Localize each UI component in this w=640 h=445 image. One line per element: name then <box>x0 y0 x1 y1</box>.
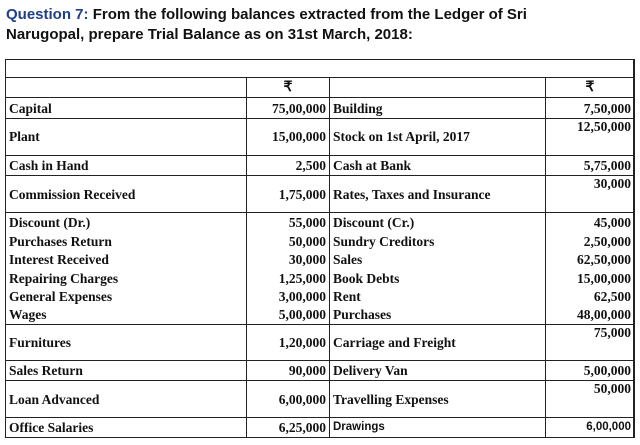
left-account-name: Loan Advanced <box>6 381 247 418</box>
left-account-name: Plant <box>6 118 247 155</box>
left-amount: 2,500 <box>247 155 330 175</box>
question-heading <box>6 5 634 45</box>
right-account-name: Stock on 1st April, 2017 <box>330 118 546 155</box>
left-account-name: Cash in Hand <box>6 155 247 175</box>
left-account-name: Discount (Dr.) <box>6 213 247 232</box>
left-amount: 1,75,000 <box>247 176 330 213</box>
right-account-name: Discount (Cr.) <box>330 213 546 232</box>
left-account-name: General Expenses <box>6 287 247 305</box>
left-account-name: Commission Received <box>6 176 247 213</box>
right-amount: 5,75,000 <box>546 155 635 175</box>
right-amount: 6,00,000 <box>546 417 635 438</box>
left-account-name: Purchases Return <box>6 232 247 250</box>
right-account-name: Rent <box>330 287 546 305</box>
left-amount: 3,00,000 <box>247 287 330 305</box>
right-account-name: Book Debts <box>330 269 546 287</box>
right-amount: 15,00,000 <box>546 269 635 287</box>
right-account-name: Rates, Taxes and Insurance <box>330 176 546 213</box>
left-account-name: Repairing Charges <box>6 269 247 287</box>
right-amount: 30,000 <box>546 176 635 213</box>
currency-symbol: ₹ <box>546 77 635 97</box>
left-amount: 90,000 <box>247 360 330 380</box>
left-amount: 15,00,000 <box>247 118 330 155</box>
right-account-name: Carriage and Freight <box>330 324 546 360</box>
left-amount: 30,000 <box>247 251 330 269</box>
left-account-name: Office Salaries <box>6 417 247 438</box>
left-account-name: Interest Received <box>6 251 247 269</box>
currency-symbol: ₹ <box>247 77 330 97</box>
right-account-name: Drawings <box>330 417 546 438</box>
right-amount: 12,50,000 <box>546 118 635 155</box>
question-text-line1: From the following balances extracted from the Ledger of Sri <box>92 6 527 23</box>
left-amount: 5,00,000 <box>247 306 330 324</box>
left-amount: 1,25,000 <box>247 269 330 287</box>
right-account-name: Sales <box>330 251 546 269</box>
question-text-line2: Narugopal, prepare Trial Balance as on 31st March, 2018: <box>6 26 413 43</box>
right-amount: 62,500 <box>546 287 635 305</box>
table-frame <box>5 59 634 438</box>
left-amount: 55,000 <box>247 213 330 232</box>
right-account-name: Sundry Creditors <box>330 232 546 250</box>
left-amount: 1,20,000 <box>247 324 330 360</box>
left-amount: 75,00,000 <box>247 98 330 118</box>
left-account-name: Sales Return <box>6 360 247 380</box>
left-amount: 50,000 <box>247 232 330 250</box>
right-amount: 5,00,000 <box>546 360 635 380</box>
left-amount: 6,00,000 <box>247 381 330 418</box>
right-amount: 75,000 <box>546 324 635 360</box>
right-account-name: Cash at Bank <box>330 155 546 175</box>
right-amount: 7,50,000 <box>546 98 635 118</box>
right-amount: 48,00,000 <box>546 306 635 324</box>
left-account-name: Wages <box>6 306 247 324</box>
question-label: Question 7: <box>6 6 89 23</box>
right-account-name: Travelling Expenses <box>330 381 546 418</box>
left-account-name: Furnitures <box>6 324 247 360</box>
left-account-name: Capital <box>6 98 247 118</box>
right-account-name: Purchases <box>330 306 546 324</box>
right-amount: 50,000 <box>546 381 635 418</box>
right-amount: 45,000 <box>546 213 635 232</box>
right-account-name: Building <box>330 98 546 118</box>
right-amount: 2,50,000 <box>546 232 635 250</box>
right-amount: 62,50,000 <box>546 251 635 269</box>
right-account-name: Delivery Van <box>330 360 546 380</box>
left-amount: 6,25,000 <box>247 417 330 438</box>
